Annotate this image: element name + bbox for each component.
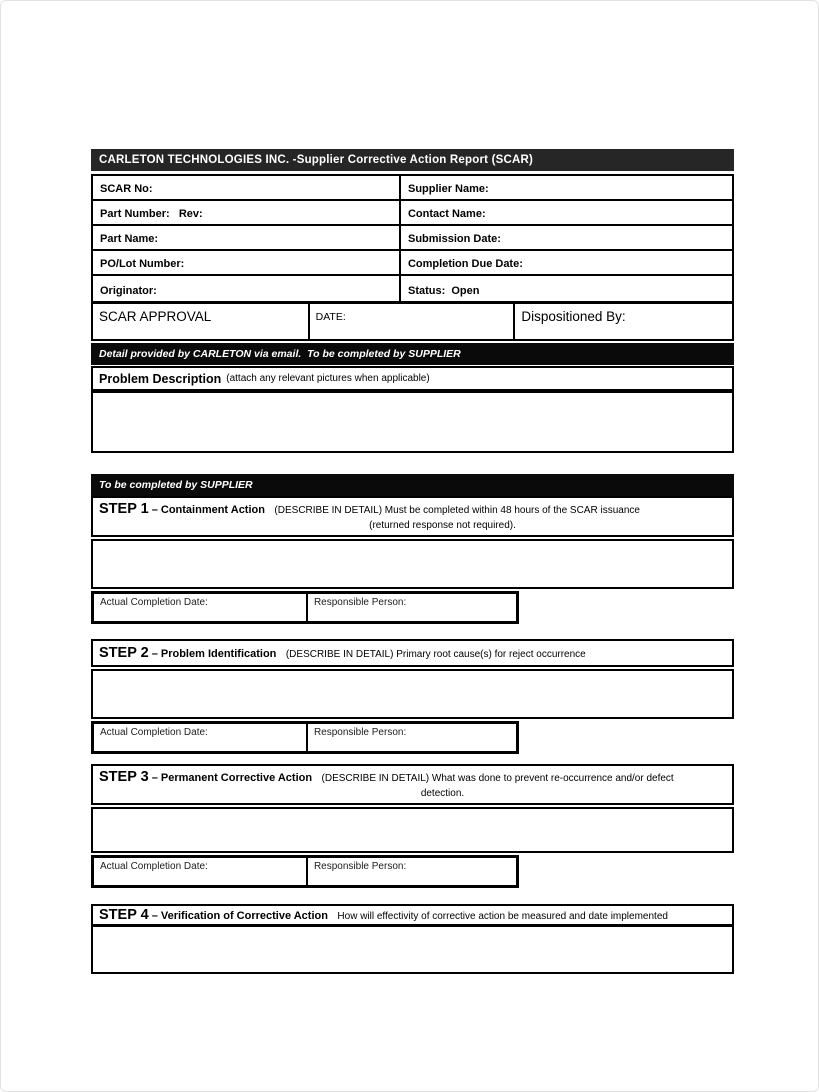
supplier-banner-text: To be completed by SUPPLIER bbox=[99, 479, 253, 491]
step1-heading bbox=[99, 500, 726, 519]
detail-provided-text: Detail provided by CARLETON via email. To be completed by SUPPLIER bbox=[99, 348, 461, 360]
table-row bbox=[93, 276, 732, 301]
step1-responsible-person-field[interactable] bbox=[308, 594, 516, 621]
step2-detail: (DESCRIBE IN DETAIL) Primary root cause(s) for reject occurrence bbox=[285, 648, 586, 660]
step2-responsible-person-field[interactable] bbox=[308, 724, 516, 751]
completion-due-date-label: Completion Due Date: bbox=[407, 258, 523, 270]
responsible-person-label: Responsible Person: bbox=[313, 597, 407, 608]
step4-detail: How will effectivity of corrective action be measured and date implemented bbox=[337, 910, 668, 922]
step2-completion-row bbox=[91, 721, 519, 754]
contact-name-field[interactable] bbox=[401, 201, 732, 224]
spacer bbox=[91, 888, 734, 904]
step1-completion-row bbox=[91, 591, 519, 624]
step2-header bbox=[91, 639, 734, 667]
scar-no-label: SCAR No: bbox=[100, 183, 153, 195]
completion-due-date-field[interactable] bbox=[401, 251, 732, 274]
step4-header bbox=[91, 904, 734, 926]
step1-header bbox=[91, 496, 734, 537]
step4-heading bbox=[99, 906, 726, 925]
contact-name-label: Contact Name: bbox=[407, 208, 486, 220]
scar-approval-field[interactable] bbox=[93, 304, 310, 339]
form-title-bar bbox=[91, 149, 734, 171]
step2-label: STEP 2 bbox=[99, 644, 149, 661]
submission-date-field[interactable] bbox=[401, 226, 732, 249]
dispositioned-by-field[interactable] bbox=[515, 304, 732, 339]
approval-date-label: DATE: bbox=[315, 311, 346, 323]
status-label: Status: Open bbox=[407, 285, 480, 297]
responsible-person-label: Responsible Person: bbox=[313, 861, 407, 872]
part-name-field[interactable] bbox=[93, 226, 401, 249]
header-info-table bbox=[91, 174, 734, 303]
scar-no-field[interactable] bbox=[93, 176, 401, 199]
spacer bbox=[91, 754, 734, 764]
problem-description-header bbox=[91, 366, 734, 391]
completion-date-label: Actual Completion Date: bbox=[100, 861, 208, 872]
po-lot-number-label: PO/Lot Number: bbox=[100, 258, 185, 270]
spacer bbox=[91, 624, 734, 639]
step2-input[interactable] bbox=[91, 669, 734, 719]
table-row bbox=[93, 226, 732, 251]
step3-heading bbox=[99, 768, 726, 787]
step4-input[interactable] bbox=[91, 926, 734, 974]
scar-form bbox=[91, 149, 734, 974]
step3-input[interactable] bbox=[91, 807, 734, 853]
step1-detail-line2: (returned response not required). bbox=[369, 520, 516, 531]
problem-description-input[interactable] bbox=[91, 391, 734, 453]
table-row bbox=[93, 251, 732, 276]
step3-header bbox=[91, 764, 734, 805]
scar-approval-label: SCAR APPROVAL bbox=[99, 309, 212, 324]
part-number-rev-field[interactable] bbox=[93, 201, 401, 224]
approval-date-field[interactable] bbox=[310, 304, 516, 339]
step3-responsible-person-field[interactable] bbox=[308, 858, 516, 885]
form-title: CARLETON TECHNOLOGIES INC. -Supplier Corrective Action Report (SCAR) bbox=[99, 154, 534, 166]
step1-title: – Containment Action bbox=[151, 504, 265, 516]
status-field[interactable] bbox=[401, 276, 732, 301]
step4-label: STEP 4 bbox=[99, 906, 149, 923]
step1-label: STEP 1 bbox=[99, 501, 149, 517]
step2-heading bbox=[99, 644, 726, 663]
problem-description-label: Problem Description bbox=[99, 371, 222, 386]
step3-detail-line2: detection. bbox=[420, 788, 465, 799]
table-row bbox=[93, 176, 732, 201]
spacer bbox=[91, 453, 734, 474]
part-name-label: Part Name: bbox=[100, 233, 159, 245]
step3-completion-date-field[interactable] bbox=[94, 858, 308, 885]
submission-date-label: Submission Date: bbox=[407, 233, 501, 245]
step3-detail: (DESCRIBE IN DETAIL) What was done to prevent re-occurrence and/or defect bbox=[321, 773, 674, 784]
supplier-banner bbox=[91, 474, 734, 496]
po-lot-number-field[interactable] bbox=[93, 251, 401, 274]
step3-completion-row bbox=[91, 855, 519, 888]
step1-completion-date-field[interactable] bbox=[94, 594, 308, 621]
step3-label: STEP 3 bbox=[99, 769, 149, 785]
problem-description-hint: (attach any relevant pictures when applicable) bbox=[226, 373, 430, 384]
step4-title: – Verification of Corrective Action bbox=[151, 909, 328, 922]
part-number-rev-label: Part Number: Rev: bbox=[100, 208, 203, 220]
step1-detail: (DESCRIBE IN DETAIL) Must be completed within 48 hours of the SCAR issuance bbox=[274, 505, 640, 516]
responsible-person-label: Responsible Person: bbox=[313, 727, 407, 738]
completion-date-label: Actual Completion Date: bbox=[100, 597, 208, 608]
originator-field[interactable] bbox=[93, 276, 401, 301]
step2-completion-date-field[interactable] bbox=[94, 724, 308, 751]
dispositioned-by-label: Dispositioned By: bbox=[521, 309, 626, 324]
supplier-name-label: Supplier Name: bbox=[407, 183, 489, 195]
originator-label: Originator: bbox=[100, 285, 157, 297]
table-row bbox=[93, 201, 732, 226]
supplier-name-field[interactable] bbox=[401, 176, 732, 199]
step3-title: – Permanent Corrective Action bbox=[151, 772, 313, 784]
step2-title: – Problem Identification bbox=[151, 647, 277, 660]
detail-provided-banner bbox=[91, 343, 734, 365]
scar-approval-row bbox=[91, 303, 734, 341]
completion-date-label: Actual Completion Date: bbox=[100, 727, 208, 738]
step1-input[interactable] bbox=[91, 539, 734, 589]
